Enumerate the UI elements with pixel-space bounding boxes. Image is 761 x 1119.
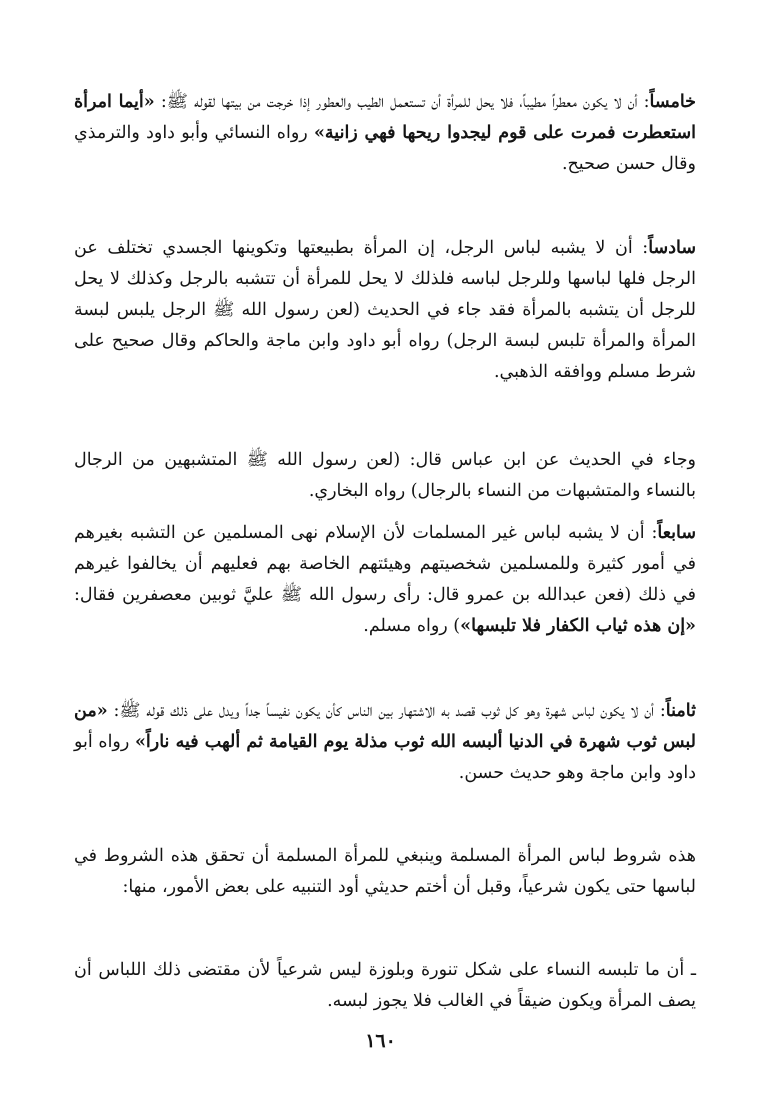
paragraph-eighth-condition xyxy=(74,696,696,789)
section-lead: ثامناً xyxy=(665,701,696,721)
paragraph-text: : أن لا يشبه لباس غير المسلمات لأن الإسلام نهى المسلمين عن التشبه بغيرهم في أمور كثيرة وللمسلمين شخصيتهم وهيئتهم الخاصة بهم فعليهم أن يخالفوا غيرهم في ذلك (فعن عبدالله بن عمرو قال: رأى رسول الله ﷺ عليَّ ثوبين معصفرين فقال: xyxy=(74,523,696,605)
paragraph-text: وجاء في الحديث عن ابن عباس قال: (لعن رسول الله ﷺ المتشبهين من الرجال بالنساء والمتشبهات من النساء بالرجال) رواه البخاري. xyxy=(74,450,696,501)
paragraph-text: : أن لا يشبه لباس الرجل، إن المرأة بطبيعتها وتكوينها الجسدي تختلف عن الرجل فلها لباسها وللرجل لباسه فلذلك لا يحل للمرأة أن تتشبه بالرجل وكذلك لا يحل للرجل أن يتشبه بالمرأة فقد جاء في الحديث (لعن رسول الله ﷺ الرجل يلبس لبسة المرأة والمرأة تلبس لبسة الرجل) رواه أبو داود وابن ماجة والحاكم وقال صحيح على شرط مسلم ووافقه الذهبي. xyxy=(74,238,696,382)
hadith-quote: «إن هذه ثياب الكفار فلا تلبسها» xyxy=(460,616,696,636)
page-number: ١٦٠ xyxy=(365,1030,396,1052)
paragraph-text: : أن لا يكون لباس شهرة وهو كل ثوب قصد به الاشتهار بين الناس كأن يكون نفيساً جداً ويدل على ذلك قوله ﷺ: xyxy=(107,701,666,721)
hadith-quote: «أيما امرأة استعطرت فمرت على قوم ليجدوا ريحها فهي زانية» xyxy=(74,92,696,143)
paragraph-fifth-condition xyxy=(74,87,696,180)
section-lead: سادساً xyxy=(648,238,696,258)
paragraph-text: رواه أبو داود وابن ماجة وهو حديث حسن. xyxy=(74,732,696,783)
paragraph-seventh-condition xyxy=(74,518,696,642)
section-lead: خامساً xyxy=(649,92,696,112)
paragraph-hadith-ibn-abbas xyxy=(74,445,696,507)
paragraph-note-skirt-blouse xyxy=(74,955,696,1017)
paragraph-text: رواه النسائي وأبو داود والترمذي وقال حسن صحيح. xyxy=(74,123,696,174)
paragraph-text: ـ أن ما تلبسه النساء على شكل تنورة وبلوزة ليس شرعياً لأن مقتضى ذلك اللباس أن يصف المرأة ويكون ضيقاً في الغالب فلا يجوز لبسه. xyxy=(74,960,696,1011)
paragraph-text: ) رواه مسلم. xyxy=(363,616,461,636)
paragraph-text: : أن لا يكون معطراً مطيباً، فلا يحل للمرأة أن تستعمل الطيب والعطور إذا خرجت من بيتها لقوله ﷺ: xyxy=(154,92,650,112)
section-lead: سابعاً xyxy=(657,523,696,543)
hadith-quote: «من لبس ثوب شهرة في الدنيا ألبسه الله ثوب مذلة يوم القيامة ثم ألهب فيه ناراً» xyxy=(74,701,696,752)
paragraph-conditions-summary xyxy=(74,841,696,903)
paragraph-text: هذه شروط لباس المرأة المسلمة وينبغي للمرأة المسلمة أن تحقق هذه الشروط في لباسها حتى يكون شرعياً، وقبل أن أختم حديثي أود التنبيه على بعض الأمور، منها: xyxy=(74,846,696,897)
paragraph-sixth-condition xyxy=(74,233,696,388)
